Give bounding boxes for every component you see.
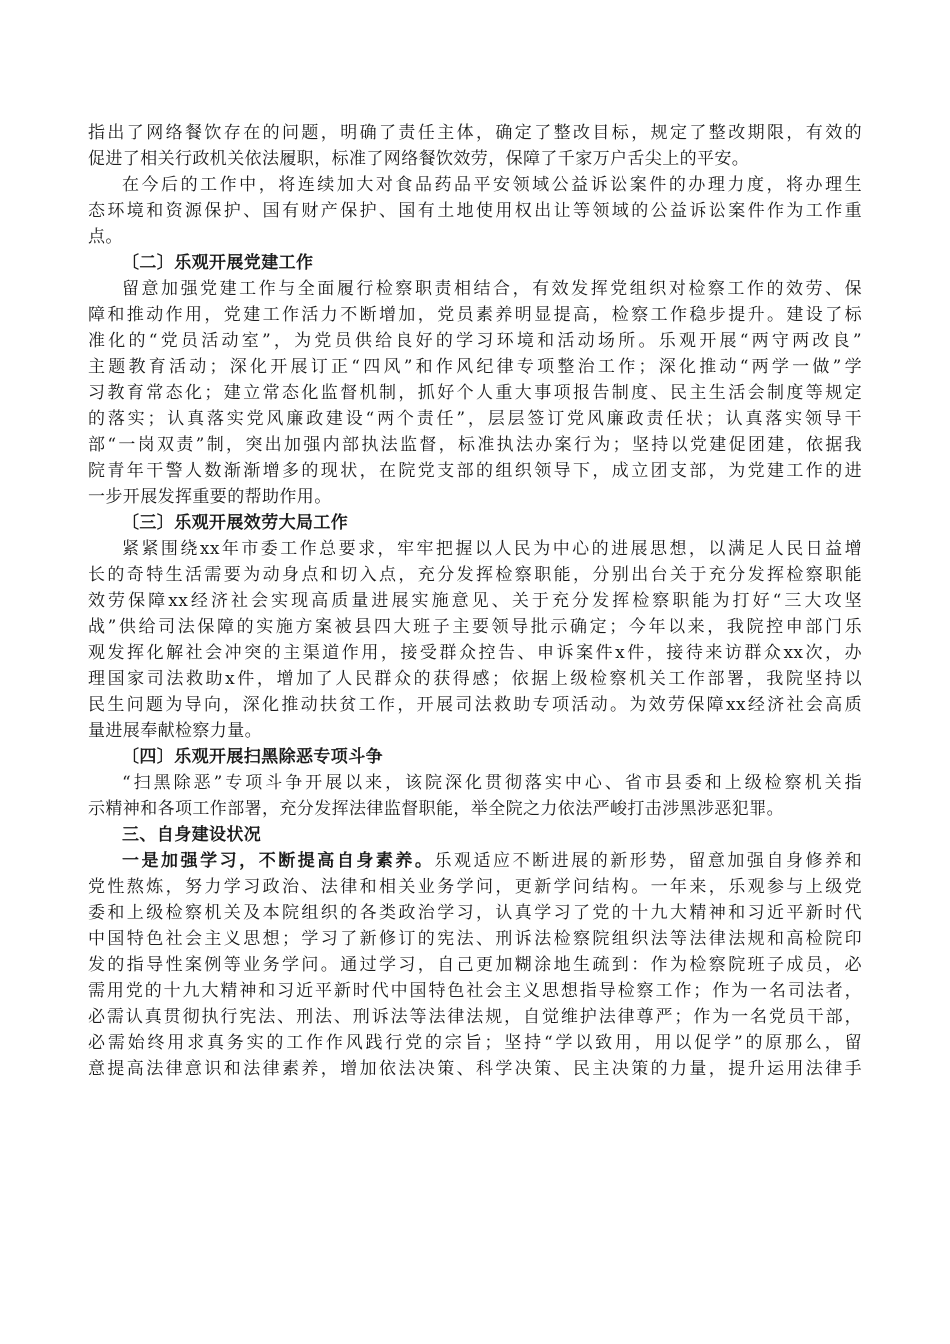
text-line: 习教育常态化；建立常态化监督机制，抓好个人重大事项报告制度、民主生活会制度等规定: [88, 383, 862, 403]
text-line: 院青年干警人数渐渐增多的现状，在院党支部的组织领导下，成立团支部，为党建工作的进: [88, 461, 862, 481]
paragraph-5: [88, 770, 862, 822]
text-line: 发的指导性案例等业务学问。通过学习，自己更加糊涂地生疏到：作为检察院班子成员，必: [88, 955, 862, 975]
paragraph-2: [88, 172, 862, 250]
text-line: 理国家司法救助x件，增加了人民群众的获得感；依据上级检察机关工作部署，我院坚持以: [88, 669, 862, 689]
text-line: 战”供给司法保障的实施方案被县四大班子主要领导批示确定；今年以来，我院控申部门乐: [88, 617, 862, 637]
paragraph-4: [88, 536, 862, 744]
text-line: 部“一岗双责”制，突出加强内部执法监督，标准执法办案行为；坚持以党建促团建，依据我: [88, 435, 862, 455]
text-line: 点。: [88, 227, 123, 247]
document-page: [88, 120, 862, 1082]
lead-continuation: 乐观适应不断进展的新形势，留意加强自身修养和: [434, 851, 862, 871]
text-line: 需用党的十九大精神和习近平新时代中国特色社会主义思想指导检察工作；作为一名司法者，: [88, 981, 862, 1001]
text-line: 必需认真贯彻执行宪法、刑法、刑诉法等法律法规，自觉维护法律尊严；作为一名党员干部，: [88, 1007, 862, 1027]
section-heading-anti-crime: 〔四〕乐观开展扫黑除恶专项斗争: [122, 747, 383, 767]
text-line: 示精神和各项工作部署，充分发挥法律监督职能，举全院之力依法严峻打击涉黑涉恶犯罪。: [88, 799, 784, 819]
text-line: 民生问题为导向，深化推动扶贫工作，开展司法救助专项活动。为效劳保障xx经济社会高质: [88, 695, 862, 715]
paragraph-1: [88, 120, 862, 172]
text-line: 在今后的工作中，将连续加大对食品药品平安领域公益诉讼案件的办理力度，将办理生: [122, 175, 862, 195]
text-line: “扫黑除恶”专项斗争开展以来，该院深化贯彻落实中心、省市县委和上级检察机关指: [122, 773, 862, 793]
text-line: 一步开展发挥重要的帮助作用。: [88, 487, 332, 507]
section-heading-self-building: 三、自身建设状况: [122, 825, 262, 845]
section-heading-party-building: 〔二〕乐观开展党建工作: [122, 253, 314, 273]
text-line: 障和推动作用，党建工作活力不断增加，党员素养明显提高，检察工作稳步提升。建设了标: [88, 305, 862, 325]
text-line: 促进了相关行政机关依法履职，标准了网络餐饮效劳，保障了千家万户舌尖上的平安。: [88, 149, 750, 169]
paragraph-3: [88, 276, 862, 510]
text-line: 效劳保障xx经济社会实现高质量进展实施意见、关于充分发挥检察职能为打好“三大攻坚: [88, 591, 862, 611]
lead-phrase: 一是加强学习，不断提高自身素养。: [122, 851, 435, 871]
paragraph-6: [88, 848, 862, 1082]
text-line: 长的奇特生活需要为动身点和切入点，充分发挥检察职能，分别出台关于充分发挥检察职能: [88, 565, 862, 585]
text-line: 意提高法律意识和法律素养，增加依法决策、科学决策、民主决策的力量，提升运用法律手: [88, 1059, 862, 1079]
section-heading-service: 〔三〕乐观开展效劳大局工作: [122, 513, 349, 533]
text-line: 委和上级检察机关及本院组织的各类政治学习，认真学习了党的十九大精神和习近平新时代: [88, 903, 862, 923]
text-line: 观发挥化解社会冲突的主渠道作用，接受群众控告、申诉案件x件，接待来访群众xx次，办: [88, 643, 862, 663]
text-line: 的落实；认真落实党风廉政建设“两个责任”，层层签订党风廉政责任状；认真落实领导干: [88, 409, 862, 429]
text-line: 指出了网络餐饮存在的问题，明确了责任主体，确定了整改目标，规定了整改期限，有效的: [88, 123, 862, 143]
text-line: 准化的“党员活动室”，为党员供给良好的学习环境和活动场所。乐观开展“两守两改良”: [88, 331, 862, 351]
text-line: 留意加强党建工作与全面履行检察职责相结合，有效发挥党组织对检察工作的效劳、保: [122, 279, 862, 299]
text-line: 量进展奉献检察力量。: [88, 721, 262, 741]
text-line: 必需始终用求真务实的工作作风践行党的宗旨；坚持“学以致用，用以促学”的原那么，留: [88, 1033, 862, 1053]
text-line: 态环境和资源保护、国有财产保护、国有土地使用权出让等领域的公益诉讼案件作为工作重: [88, 201, 862, 221]
text-line: 党性熬炼，努力学习政治、法律和相关业务学问，更新学问结构。一年来，乐观参与上级党: [88, 877, 862, 897]
text-line: [88, 848, 862, 874]
text-line: 主题教育活动；深化开展订正“四风”和作风纪律专项整治工作；深化推动“两学一做”学: [88, 357, 862, 377]
text-line: 中国特色社会主义思想；学习了新修订的宪法、刑诉法检察院组织法等法律法规和高检院印: [88, 929, 862, 949]
text-line: 紧紧围绕xx年市委工作总要求，牢牢把握以人民为中心的进展思想，以满足人民日益增: [122, 539, 862, 559]
